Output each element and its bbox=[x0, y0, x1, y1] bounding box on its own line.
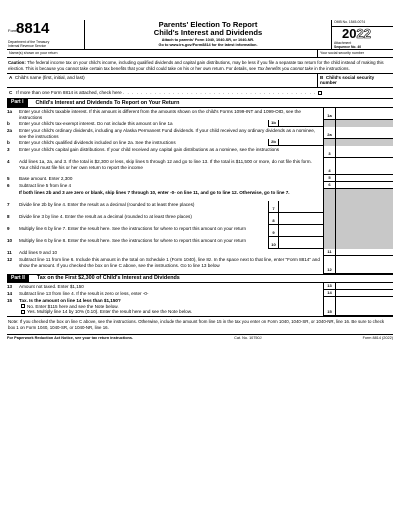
line-num: b bbox=[7, 140, 10, 145]
line-desc: Add lines 9 and 10 bbox=[19, 250, 58, 255]
instruction-note bbox=[7, 189, 393, 201]
line-desc: Subtract line 13 from line 4. If the result is zero or less, enter -0- bbox=[19, 291, 149, 296]
part2-label: Part II bbox=[7, 275, 29, 283]
part1-label: Part I bbox=[7, 99, 28, 107]
line-2b bbox=[7, 139, 393, 146]
form-footer bbox=[7, 334, 393, 340]
line-num: 13 bbox=[7, 284, 13, 289]
line-15-yes-option bbox=[19, 309, 321, 315]
line-desc: Divide line 2b by line 4. Enter the result as a decimal (rounded to at least three places) bbox=[19, 202, 195, 207]
caution-end: in the instructions. bbox=[313, 65, 350, 71]
line-2a bbox=[7, 127, 393, 139]
line-desc: Subtract line 11 from line 6. Include this amount in the total on Schedule 1 (Form 1040), line 8z. In the space next to that line, enter "Form 8814" and show the amount. If you checked the box on line C above, see the instructions. Go to line 13 below bbox=[19, 257, 320, 268]
line-6-amount[interactable] bbox=[335, 182, 393, 189]
line-5 bbox=[7, 175, 393, 182]
line-11 bbox=[7, 249, 393, 256]
line-4-amount[interactable] bbox=[335, 158, 393, 175]
tax-year bbox=[342, 27, 371, 42]
name-label: Name(s) shown on your return bbox=[9, 51, 58, 55]
line-box-label: 12 bbox=[323, 256, 335, 274]
form-word: Form bbox=[8, 28, 18, 33]
shaded-cell bbox=[323, 139, 335, 146]
line-13 bbox=[7, 283, 393, 290]
shaded-cell bbox=[335, 237, 393, 249]
dept-line2: Internal Revenue Service bbox=[8, 43, 47, 48]
attachment-label: Attachment bbox=[334, 41, 352, 45]
omb-block bbox=[331, 20, 393, 49]
line-box-label: 7 bbox=[268, 201, 278, 213]
form-title-block bbox=[85, 20, 331, 49]
line-1b-amount[interactable] bbox=[278, 120, 323, 127]
shaded-cell bbox=[335, 213, 393, 225]
line-15-desc bbox=[19, 297, 323, 316]
shaded-cell bbox=[323, 213, 335, 225]
line-num: 6 bbox=[7, 183, 10, 188]
line-15 bbox=[7, 297, 393, 316]
department bbox=[8, 41, 49, 49]
footer-right: Form 8814 (2022) bbox=[362, 336, 393, 340]
yes-label: Yes. Multiply line 14 by 10% (0.10). Enter the result here and see the Note below. bbox=[27, 309, 193, 314]
line-1b bbox=[7, 120, 393, 127]
line-box-label: 2a bbox=[323, 127, 335, 139]
line-num: 3 bbox=[7, 147, 10, 152]
shaded-cell bbox=[323, 120, 335, 127]
a-letter: A bbox=[9, 75, 13, 80]
year-prefix: 20 bbox=[342, 26, 357, 41]
line-3-amount[interactable] bbox=[335, 146, 393, 158]
shaded-cell bbox=[323, 189, 335, 201]
line-6 bbox=[7, 182, 393, 189]
caution-body: The federal income tax on your child's income, including qualified dividends and capital gain distributions, may be less if you file a separate tax return for the child instead of making this election. This is because you cannot take certain tax benefits that your child could take on his or her own return. For details, see bbox=[8, 60, 384, 71]
shaded-cell bbox=[323, 225, 335, 237]
line-8 bbox=[7, 213, 393, 225]
line-7 bbox=[7, 201, 393, 213]
sequence-label: Sequence No. 40 bbox=[334, 44, 362, 49]
part1-title: Child's Interest and Dividends To Report on Your Return bbox=[35, 99, 180, 106]
line-num: 1a bbox=[7, 109, 13, 114]
line-14-amount[interactable] bbox=[335, 290, 393, 297]
line-2a-amount[interactable] bbox=[335, 127, 393, 139]
c-label: If more than one Form 8814 is attached, check here bbox=[16, 90, 122, 96]
goto-line: Go to www.irs.gov/Form8814 for the latest information. bbox=[158, 43, 258, 48]
title-line1: Parents' Election To Report bbox=[158, 20, 258, 29]
multiple-forms-row bbox=[7, 88, 393, 99]
shaded-cell bbox=[323, 237, 335, 249]
part2-header bbox=[7, 274, 393, 283]
line-box-label: 1b bbox=[268, 120, 278, 127]
shaded-cell bbox=[323, 201, 335, 213]
part1-header bbox=[7, 99, 393, 108]
line-box-label: 3 bbox=[323, 146, 335, 158]
line-14 bbox=[7, 290, 393, 297]
line-12-amount[interactable] bbox=[335, 256, 393, 274]
line-11-amount[interactable] bbox=[335, 249, 393, 256]
form-id-block bbox=[7, 20, 85, 49]
line-13-amount[interactable] bbox=[335, 283, 393, 290]
line-desc: Divide line 3 by line 4. Enter the result as a decimal (rounded to at least three places) bbox=[19, 214, 192, 219]
line-num: 5 bbox=[7, 176, 10, 181]
line-2b-amount[interactable] bbox=[278, 139, 323, 146]
line-8-amount[interactable] bbox=[278, 213, 323, 225]
line-box-label: 9 bbox=[268, 225, 278, 237]
line-15-question: Tax. Is the amount on line 14 less than $1,150? bbox=[19, 298, 121, 303]
line-box-label: 14 bbox=[323, 290, 335, 297]
line-desc: Add lines 1a, 2a, and 3. If the total is $2,300 or less, skip lines 5 through 12 and go to line 13. If the total is $11,500 or more, do not file this form. Your child must file his or her own return to report the income bbox=[19, 159, 312, 170]
child-name-label: Child's name (first, initial, and last) bbox=[14, 75, 85, 80]
line-box-label: 1a bbox=[323, 108, 335, 120]
no-checkbox[interactable] bbox=[21, 304, 25, 308]
line-1a-amount[interactable] bbox=[335, 108, 393, 120]
caution-label: Caution: bbox=[8, 60, 26, 65]
child-name-field[interactable] bbox=[7, 74, 317, 87]
line-box-label: 8 bbox=[268, 213, 278, 225]
dot-leader: . . . . . . . . . . . . . . . . . . . . . . . . . . . . . . . . . . . . . . . . . . . bbox=[122, 90, 317, 96]
year-suffix: 22 bbox=[356, 26, 371, 41]
line-desc: Amount not taxed. Enter $1,150 bbox=[19, 284, 84, 289]
line-15-amount[interactable] bbox=[335, 297, 393, 316]
line-num: 2a bbox=[7, 128, 13, 133]
line-box-label: 6 bbox=[323, 182, 335, 189]
attachment-seq bbox=[334, 42, 361, 49]
omb-number: OMB No. 1545-0074 bbox=[332, 20, 393, 27]
line-box-label: 15 bbox=[323, 297, 335, 316]
line-box-label: 2b bbox=[268, 139, 278, 146]
line-desc: Enter your child's qualified dividends included on line 2a. See the instructions bbox=[19, 140, 176, 145]
shaded-cell bbox=[335, 189, 393, 201]
line-num: 9 bbox=[7, 226, 10, 231]
multiple-forms-checkbox[interactable] bbox=[318, 91, 322, 95]
line-desc: Enter your child's ordinary dividends, including any Alaska Permanent Fund dividends. If your child received any ordinary dividends as a nominee, see the instructions bbox=[19, 128, 316, 139]
dept-line1: Department of the Treasury bbox=[8, 40, 50, 44]
line-num: 7 bbox=[7, 202, 10, 207]
line-12 bbox=[7, 256, 393, 274]
line-desc: Enter your child's taxable interest. If this amount is different from the amounts shown on the child's Forms 1099-INT and 1099-OID, see the instructions bbox=[19, 109, 301, 120]
line-desc: Subtract line 5 from line 4 bbox=[19, 183, 72, 188]
title-line2: Child's Interest and Dividends bbox=[153, 27, 263, 37]
spacer bbox=[7, 189, 19, 201]
shaded-cell bbox=[335, 225, 393, 237]
line-box-label: 10 bbox=[268, 237, 278, 249]
caution-text bbox=[7, 58, 393, 74]
line-num: 12 bbox=[7, 257, 13, 262]
line-num: 10 bbox=[7, 238, 13, 243]
line-num: 14 bbox=[7, 291, 13, 296]
b-letter: B bbox=[320, 75, 324, 80]
line-5-amount[interactable] bbox=[335, 175, 393, 182]
line-9-amount[interactable] bbox=[278, 225, 323, 237]
line-box-label: 4 bbox=[323, 158, 335, 175]
line-desc: Multiply line 6 by line 8. Enter the result here. See the instructions for where to report this amount on your return bbox=[19, 238, 246, 243]
part2-title: Tax on the First $2,300 of Child's Interest and Dividends bbox=[36, 275, 180, 282]
form-number: 8814 bbox=[16, 20, 50, 37]
line-num: 11 bbox=[7, 250, 12, 255]
taxpayer-names-row bbox=[7, 50, 393, 58]
footer-left: For Paperwork Reduction Act Notice, see your tax return instructions. bbox=[7, 336, 134, 340]
footer-cat: Cat. No. 10750J bbox=[234, 336, 262, 340]
line-desc: Enter your child's capital gain distributions. If your child received any capital gain distributions as a nominee, see the instructions bbox=[19, 147, 280, 152]
line-7-amount[interactable] bbox=[278, 201, 323, 213]
line-desc: Multiply line 6 by line 7. Enter the result here. See the instructions for where to report this amount on your return bbox=[19, 226, 246, 231]
shaded-cell bbox=[335, 139, 393, 146]
line-desc: Enter your child's tax-exempt interest. Do not include this amount on line 1a bbox=[19, 121, 173, 126]
bold-note: If both lines 2b and 3 are zero or blank, skip lines 7 through 10, enter -0- on line 11, and go to line 12. Otherwise, go to line 7. bbox=[19, 190, 290, 195]
shaded-cell bbox=[335, 120, 393, 127]
line-desc: Base amount. Enter 2,300 bbox=[19, 176, 73, 181]
line-10-amount[interactable] bbox=[278, 237, 323, 249]
name-field[interactable] bbox=[7, 50, 317, 57]
ssn-field[interactable] bbox=[317, 50, 393, 57]
attach-line: Attach to parents' Form 1040, 1040-SR, or 1040-NR. bbox=[161, 37, 255, 42]
line-box-label: 5 bbox=[323, 175, 335, 182]
note-text: Note: If you checked the box on line C above, see the instructions. Otherwise, include the amount from line 15 in the tax you enter on Form 1040, 1040-SR, or 1040-NR, line 16. Be sure to check box 1 on Form 1040, 1040-SR, or 1040-NR, line 16. bbox=[7, 316, 393, 332]
child-ssn-field[interactable] bbox=[317, 74, 393, 87]
caution-italic: Tax benefits you cannot take bbox=[257, 65, 314, 71]
child-ssn-label: Child's social security number bbox=[320, 75, 375, 86]
yes-checkbox[interactable] bbox=[21, 310, 25, 314]
shaded-cell bbox=[335, 201, 393, 213]
no-label: No. Enter $115 here and see the Note below. bbox=[27, 303, 119, 309]
line-num: 8 bbox=[7, 214, 10, 219]
form-header bbox=[7, 20, 393, 50]
ssn-label: Your social security number bbox=[320, 51, 365, 55]
line-box-label: 13 bbox=[323, 283, 335, 290]
line-3 bbox=[7, 146, 393, 158]
line-num: 4 bbox=[7, 159, 10, 164]
line-num: 15 bbox=[7, 298, 13, 303]
line-10 bbox=[7, 237, 393, 249]
child-info-row bbox=[7, 74, 393, 88]
c-letter: C bbox=[9, 90, 13, 96]
line-num: b bbox=[7, 121, 10, 126]
line-9 bbox=[7, 225, 393, 237]
line-4 bbox=[7, 158, 393, 175]
line-box-label: 11 bbox=[323, 249, 335, 256]
line-1a bbox=[7, 108, 393, 120]
